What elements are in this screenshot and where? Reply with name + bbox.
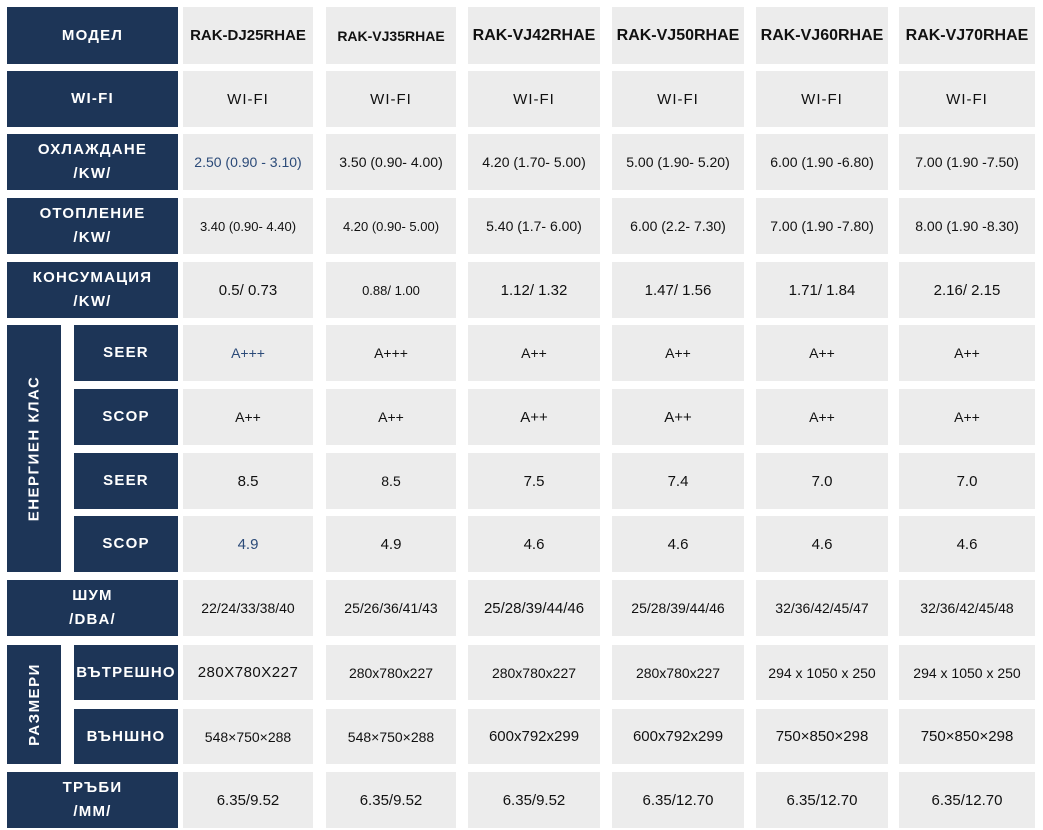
table-cell-cooling: 7.00 (1.90 -7.50) bbox=[899, 134, 1035, 190]
table-cell-pipes: 6.35/9.52 bbox=[183, 772, 313, 828]
row-header-scop-value: SCOP bbox=[74, 516, 178, 572]
table-cell-pipes: 6.35/9.52 bbox=[326, 772, 456, 828]
table-cell-pipes: 6.35/9.52 bbox=[468, 772, 600, 828]
table-cell-wifi: WI-FI bbox=[183, 71, 313, 127]
table-cell-scop-value: 4.6 bbox=[756, 516, 888, 572]
table-cell-seer-class: A++ bbox=[612, 325, 744, 381]
table-cell-noise: 32/36/42/45/47 bbox=[756, 580, 888, 636]
table-cell-heating: 3.40 (0.90- 4.40) bbox=[183, 198, 313, 254]
table-cell-model: RAK-VJ50RHAE bbox=[612, 7, 744, 64]
table-cell-scop-class: A++ bbox=[756, 389, 888, 445]
table-cell-scop-class: A++ bbox=[612, 389, 744, 445]
table-cell-noise: 25/28/39/44/46 bbox=[612, 580, 744, 636]
table-cell-seer-class: A+++ bbox=[183, 325, 313, 381]
table-cell-wifi: WI-FI bbox=[899, 71, 1035, 127]
table-cell-model: RAK-VJ35RHAE bbox=[326, 7, 456, 64]
table-cell-consumption: 2.16/ 2.15 bbox=[899, 262, 1035, 318]
group-label-energy-class: ЕНЕРГИЕН КЛАС bbox=[25, 375, 43, 522]
table-cell-heating: 8.00 (1.90 -8.30) bbox=[899, 198, 1035, 254]
row-header-cooling: ОХЛАЖДАНЕ /KW/ bbox=[7, 134, 178, 190]
table-cell-indoor-size: 280x780x227 bbox=[326, 645, 456, 700]
table-cell-outdoor-size: 750×850×298 bbox=[756, 709, 888, 764]
row-header-indoor: ВЪТРЕШНО bbox=[74, 645, 178, 700]
table-cell-scop-class: A++ bbox=[183, 389, 313, 445]
row-header-outdoor: ВЪНШНО bbox=[74, 709, 178, 764]
table-cell-scop-value: 4.6 bbox=[468, 516, 600, 572]
table-cell-model: RAK-VJ42RHAE bbox=[468, 7, 600, 64]
table-cell-consumption: 1.12/ 1.32 bbox=[468, 262, 600, 318]
row-header-heating: ОТОПЛЕНИЕ /KW/ bbox=[7, 198, 178, 254]
table-cell-seer-class: A+++ bbox=[326, 325, 456, 381]
table-cell-cooling: 3.50 (0.90- 4.00) bbox=[326, 134, 456, 190]
table-cell-seer-value: 7.5 bbox=[468, 453, 600, 509]
table-cell-cooling: 5.00 (1.90- 5.20) bbox=[612, 134, 744, 190]
table-cell-seer-value: 7.4 bbox=[612, 453, 744, 509]
table-cell-consumption: 0.5/ 0.73 bbox=[183, 262, 313, 318]
row-header-model: МОДЕЛ bbox=[7, 7, 178, 64]
table-cell-model: RAK-VJ60RHAE bbox=[756, 7, 888, 64]
table-cell-noise: 22/24/33/38/40 bbox=[183, 580, 313, 636]
table-cell-seer-value: 8.5 bbox=[183, 453, 313, 509]
table-cell-noise: 25/26/36/41/43 bbox=[326, 580, 456, 636]
group-label-dimensions: РАЗМЕРИ bbox=[25, 663, 43, 746]
table-cell-outdoor-size: 548×750×288 bbox=[183, 709, 313, 764]
table-cell-heating: 5.40 (1.7- 6.00) bbox=[468, 198, 600, 254]
table-cell-consumption: 1.47/ 1.56 bbox=[612, 262, 744, 318]
table-cell-wifi: WI-FI bbox=[468, 71, 600, 127]
table-cell-wifi: WI-FI bbox=[612, 71, 744, 127]
table-cell-indoor-size: 280X780X227 bbox=[183, 645, 313, 700]
table-cell-seer-class: A++ bbox=[468, 325, 600, 381]
table-cell-seer-class: A++ bbox=[756, 325, 888, 381]
row-header-seer-class: SEER bbox=[74, 325, 178, 381]
table-cell-outdoor-size: 750×850×298 bbox=[899, 709, 1035, 764]
table-cell-scop-class: A++ bbox=[899, 389, 1035, 445]
table-cell-seer-class: A++ bbox=[899, 325, 1035, 381]
table-cell-wifi: WI-FI bbox=[326, 71, 456, 127]
group-header-energy-class bbox=[7, 325, 61, 572]
table-cell-noise: 25/28/39/44/46 bbox=[468, 580, 600, 636]
table-cell-indoor-size: 294 x 1050 x 250 bbox=[756, 645, 888, 700]
row-header-seer-value: SEER bbox=[74, 453, 178, 509]
table-cell-scop-class: A++ bbox=[326, 389, 456, 445]
row-header-consumption: КОНСУМАЦИЯ /KW/ bbox=[7, 262, 178, 318]
table-cell-consumption: 0.88/ 1.00 bbox=[326, 262, 456, 318]
table-cell-pipes: 6.35/12.70 bbox=[899, 772, 1035, 828]
row-header-wifi: WI-FI bbox=[7, 71, 178, 127]
group-header-dimensions bbox=[7, 645, 61, 764]
table-cell-outdoor-size: 600x792x299 bbox=[612, 709, 744, 764]
table-cell-scop-value: 4.6 bbox=[612, 516, 744, 572]
table-cell-scop-class: A++ bbox=[468, 389, 600, 445]
table-cell-noise: 32/36/42/45/48 bbox=[899, 580, 1035, 636]
table-cell-heating: 4.20 (0.90- 5.00) bbox=[326, 198, 456, 254]
table-cell-indoor-size: 280x780x227 bbox=[468, 645, 600, 700]
table-cell-pipes: 6.35/12.70 bbox=[612, 772, 744, 828]
table-cell-indoor-size: 294 x 1050 x 250 bbox=[899, 645, 1035, 700]
row-header-noise: ШУМ /DBA/ bbox=[7, 580, 178, 636]
table-cell-pipes: 6.35/12.70 bbox=[756, 772, 888, 828]
table-cell-scop-value: 4.9 bbox=[326, 516, 456, 572]
row-header-scop-class: SCOP bbox=[74, 389, 178, 445]
table-cell-cooling: 4.20 (1.70- 5.00) bbox=[468, 134, 600, 190]
table-cell-indoor-size: 280x780x227 bbox=[612, 645, 744, 700]
table-cell-cooling: 2.50 (0.90 - 3.10) bbox=[183, 134, 313, 190]
table-cell-model: RAK-DJ25RHAE bbox=[183, 7, 313, 64]
table-cell-cooling: 6.00 (1.90 -6.80) bbox=[756, 134, 888, 190]
table-cell-wifi: WI-FI bbox=[756, 71, 888, 127]
table-cell-heating: 7.00 (1.90 -7.80) bbox=[756, 198, 888, 254]
table-cell-heating: 6.00 (2.2- 7.30) bbox=[612, 198, 744, 254]
table-cell-scop-value: 4.6 bbox=[899, 516, 1035, 572]
row-header-pipes: ТРЪБИ /MM/ bbox=[7, 772, 178, 828]
table-cell-seer-value: 7.0 bbox=[899, 453, 1035, 509]
table-cell-seer-value: 7.0 bbox=[756, 453, 888, 509]
table-cell-scop-value: 4.9 bbox=[183, 516, 313, 572]
table-cell-seer-value: 8.5 bbox=[326, 453, 456, 509]
table-cell-outdoor-size: 548×750×288 bbox=[326, 709, 456, 764]
table-cell-model: RAK-VJ70RHAE bbox=[899, 7, 1035, 64]
table-cell-consumption: 1.71/ 1.84 bbox=[756, 262, 888, 318]
table-cell-outdoor-size: 600x792x299 bbox=[468, 709, 600, 764]
